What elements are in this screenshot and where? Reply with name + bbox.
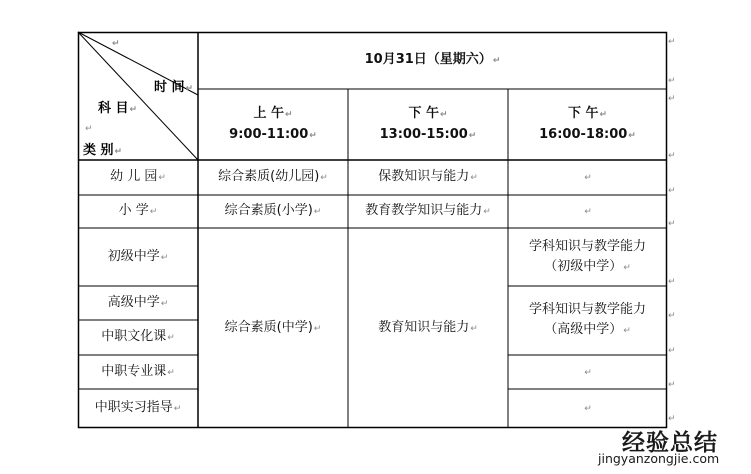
cell-primary-empty: ↵	[584, 207, 592, 217]
date-header: 10月31日（星期六）↵	[364, 52, 501, 67]
row-end-mark-1: ↵	[668, 37, 676, 47]
cell-primary-comprehensive: 综合素质(小学)↵	[224, 203, 322, 218]
category-junior-middle: 初级中学↵	[107, 248, 169, 264]
cell-primary-knowledge: 教育教学知识与能力↵	[365, 203, 491, 218]
row-end-mark-7: ↵	[668, 277, 676, 287]
header-corner-mark: ↵	[85, 124, 93, 134]
period-header-1: 上 午↵ 9:00-11:00↵	[229, 105, 317, 142]
category-senior-middle: 高级中学↵	[107, 294, 169, 310]
row-end-mark-11: ↵	[668, 414, 676, 424]
watermark-cn: 经验总结	[622, 430, 718, 456]
cell-secondary-comprehensive: 综合素质(中学)↵	[224, 319, 322, 335]
cell-junior-subject: 学科知识与教学能力 （初级中学）↵	[528, 238, 646, 274]
header-label-subject: 科 目↵	[98, 101, 138, 116]
cell-vocational-internship-empty: ↵	[584, 404, 592, 414]
row-end-mark-10: ↵	[668, 380, 676, 390]
period-header-3: 下 午↵ 16:00-18:00↵	[539, 105, 636, 142]
header-label-category: 类 别↵	[83, 143, 123, 158]
period-header-2: 下 午↵ 13:00-15:00↵	[379, 105, 477, 142]
category-kindergarten: 幼 儿 园↵	[110, 169, 166, 184]
category-vocational-culture: 中职文化课↵	[101, 329, 175, 344]
watermark-url: jingyanzongjie.com	[598, 451, 720, 466]
row-end-mark-2: ↵	[668, 76, 676, 86]
row-end-mark-8: ↵	[668, 311, 676, 321]
row-end-mark-9: ↵	[668, 346, 676, 356]
category-primary: 小 学↵	[118, 203, 158, 218]
row-end-mark-5: ↵	[668, 186, 676, 196]
cell-kindergarten-comprehensive: 综合素质(幼儿园)↵	[218, 169, 328, 184]
cell-kindergarten-empty: ↵	[584, 173, 592, 183]
cell-secondary-knowledge: 教育知识与能力↵	[378, 319, 478, 335]
cell-kindergarten-knowledge: 保教知识与能力↵	[378, 169, 478, 184]
category-vocational-internship: 中职实习指导↵	[94, 400, 182, 415]
category-vocational-specialty: 中职专业课↵	[101, 363, 175, 379]
row-end-mark-4: ↵	[668, 151, 676, 161]
row-end-mark-6: ↵	[668, 219, 676, 229]
header-label-time: 时 间↵	[154, 80, 194, 95]
corner-mark: ↵	[112, 39, 120, 49]
cell-senior-subject: 学科知识与教学能力 （高级中学）↵	[528, 302, 646, 337]
row-end-mark-3: ↵	[668, 94, 676, 104]
cell-vocational-specialty-empty: ↵	[584, 367, 592, 378]
